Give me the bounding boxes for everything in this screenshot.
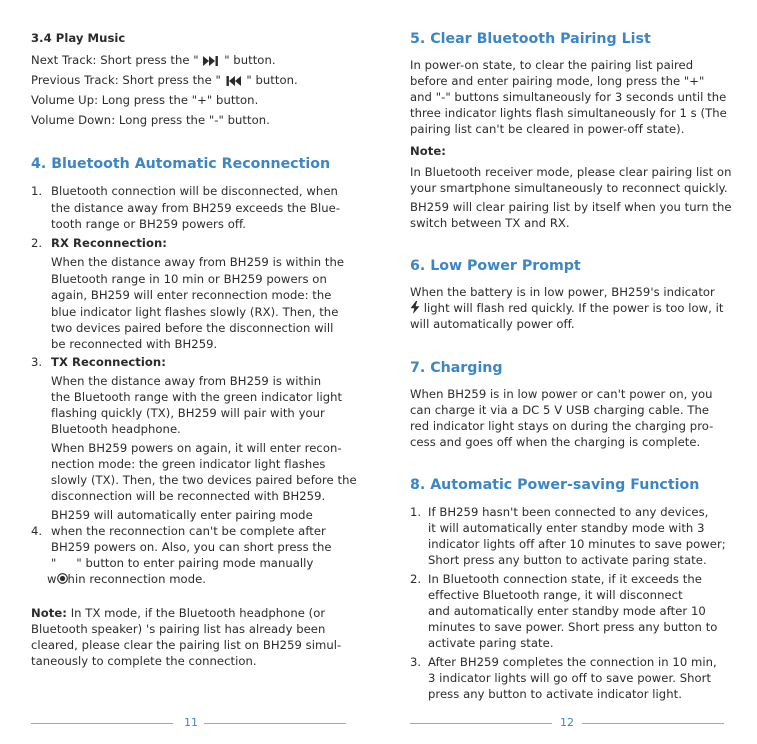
footer-rule [410, 723, 552, 724]
volume-up-line: Volume Up: Long press the "+" button. [31, 93, 259, 107]
item-line: 3 indicator lights will go off to save power. Short [428, 671, 712, 685]
text-line: three indicator lights flash simultaneously for 1 s (The [410, 106, 727, 120]
footer-rule [204, 723, 346, 724]
item-number: 3. [410, 655, 422, 669]
item-line: and automatically enter standby mode after 10 [428, 604, 706, 618]
previous-track-icon [225, 75, 243, 87]
text-line: When BH259 is in low power or can't power on, you [410, 387, 713, 401]
item-number: 2. [410, 572, 422, 586]
item-line: slowly (TX). Then, the two devices paired before the [51, 473, 357, 487]
note-line: cleared, please clear the pairing list on BH259 simul- [31, 638, 342, 652]
reconnection-heading: 4. Bluetooth Automatic Reconnection [31, 156, 331, 172]
item-line: If BH259 hasn't been connected to any devices, [428, 505, 709, 519]
item-line: activate paring state. [428, 636, 554, 650]
item-line: Bluetooth range in 10 min or BH259 powers on [51, 272, 327, 286]
text-line: pairing list can't be cleared in power-off state). [410, 122, 685, 136]
item-line: Bluetooth headphone. [51, 422, 181, 436]
item-line: flashing quickly (TX), BH259 will pair with your [51, 406, 325, 420]
play-music-heading: 3.4 Play Music [31, 31, 126, 45]
item-line: disconnection will be reconnected with BH259. [51, 489, 326, 503]
note-line: taneously to complete the connection. [31, 654, 257, 668]
text-line: red indicator light stays on during the charging pro- [410, 419, 714, 433]
text-line: switch between TX and RX. [410, 216, 570, 230]
text-line: light will flash red quickly. If the power is too low, it [410, 301, 724, 316]
item-line: be reconnected with BH259. [51, 337, 218, 351]
item-line: When BH259 powers on again, it will enter recon- [51, 441, 342, 455]
item-number: 1. [31, 184, 43, 198]
text-line: When the battery is in low power, BH259's indicator [410, 285, 715, 299]
low-power-heading: 6. Low Power Prompt [410, 258, 581, 274]
item-line: " " button to enter pairing mode manually [51, 556, 314, 570]
item-line: Bluetooth connection will be disconnected, when [51, 184, 338, 198]
item-number: 1. [410, 505, 422, 519]
item-line: two devices paired before the disconnection will [51, 321, 334, 335]
charging-heading: 7. Charging [410, 360, 503, 376]
clear-pairing-heading: 5. Clear Bluetooth Pairing List [410, 31, 651, 47]
item-line: press any button to activate indicator light. [428, 687, 682, 701]
item-line: In Bluetooth connection state, if it exceeds the [428, 572, 702, 586]
item-line: blue indicator light flashes slowly (RX). Then, the [51, 305, 339, 319]
text-line: your smartphone simultaneously to reconnect quickly. [410, 181, 728, 195]
rx-reconnection-title: RX Reconnection: [51, 236, 167, 250]
item-line: BH259 powers on. Also, you can short press the [51, 540, 332, 554]
item-line: effective Bluetooth range, it will disconnect [428, 588, 683, 602]
text-line: before and enter pairing mode, long press the "+" [410, 74, 705, 88]
text-line: cess and goes off when the charging is complete. [410, 435, 701, 449]
next-track-line: Next Track: Short press the " " button. [31, 53, 276, 67]
volume-down-line: Volume Down: Long press the "-" button. [31, 113, 270, 127]
item-line: minutes to save power. Short press any button to [428, 620, 718, 634]
item-line: When the distance away from BH259 is within the [51, 255, 345, 269]
next-track-icon [202, 55, 220, 67]
footer-rule [582, 723, 724, 724]
tx-reconnection-title: TX Reconnection: [51, 355, 166, 369]
item-line: After BH259 completes the connection in 10 min, [428, 655, 717, 669]
text-line: In power-on state, to clear the pairing list paired [410, 58, 694, 72]
text-line: can charge it via a DC 5 V USB charging cable. The [410, 403, 710, 417]
note-label: Note: [31, 606, 67, 620]
item-line: When the distance away from BH259 is within [51, 374, 322, 388]
note-label: Note: [410, 144, 446, 158]
item-line: the Bluetooth range with the green indicator light [51, 390, 343, 404]
note-paragraph: Note: In TX mode, if the Bluetooth headphone (or [31, 606, 326, 620]
item-line: indicator lights off after 10 minutes to save power; [428, 537, 726, 551]
note-line: Bluetooth speaker) 's pairing list has already been [31, 622, 326, 636]
text-line: In Bluetooth receiver mode, please clear pairing list on [410, 165, 732, 179]
item-line: Short press any button to activate paring state. [428, 553, 707, 567]
previous-track-line: Previous Track: Short press the " " button. [31, 73, 298, 87]
page-number: 12 [560, 716, 574, 729]
item-line: again, BH259 will enter reconnection mode: the [51, 288, 332, 302]
item-number: 2. [31, 236, 43, 250]
item-line: when the reconnection can't be complete after [51, 524, 326, 538]
item-line: tooth range or BH259 powers off. [51, 217, 246, 231]
footer-rule [31, 723, 173, 724]
text-line: BH259 will clear pairing list by itself when you turn the [410, 200, 732, 214]
text-line: will automatically power off. [410, 317, 575, 331]
item-line: the distance away from BH259 exceeds the Blue- [51, 201, 341, 215]
page-number: 11 [184, 716, 198, 729]
item-line: w hin reconnection mode. [47, 572, 207, 586]
text-line: and "-" buttons simultaneously for 3 seconds until the [410, 90, 727, 104]
item-number: 4. [31, 524, 43, 538]
item-line: nection mode: the green indicator light flashes [51, 457, 326, 471]
item-line: it will automatically enter standby mode with 3 [428, 521, 705, 535]
pairing-button-icon [57, 573, 68, 584]
lightning-bolt-icon [410, 301, 420, 314]
power-saving-heading: 8. Automatic Power-saving Function [410, 477, 700, 493]
item-line: BH259 will automatically enter pairing mode [51, 508, 313, 522]
item-number: 3. [31, 355, 43, 369]
